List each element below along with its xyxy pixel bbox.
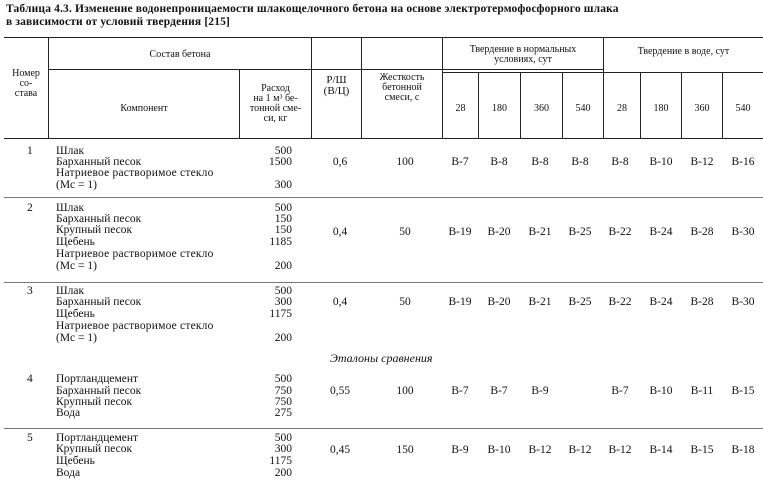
section-label-reference: Эталоны сравнения (330, 351, 433, 365)
stiffness-value: 100 (396, 385, 414, 397)
grade-value: В-7 (611, 385, 629, 397)
component-name: Крупный песок (56, 396, 133, 408)
component-amount: 500 (274, 373, 292, 385)
grade-value: В-7 (490, 385, 508, 397)
row-separator-2 (4, 282, 763, 283)
grade-value: В-28 (690, 226, 714, 238)
header-composition: Состав бетона (149, 49, 211, 60)
caption-line-2: в зависимости от условий твердения [215] (6, 16, 230, 28)
header-ratio: Р/Ш (В/Ц) (323, 74, 350, 97)
grade-value: В-12 (568, 444, 592, 456)
component-name: Вода (56, 407, 81, 419)
component-amount: 300 (274, 443, 292, 455)
grade-value: В-10 (649, 385, 673, 397)
stiffness-value: 150 (396, 444, 414, 456)
component-amount: 200 (274, 260, 292, 272)
grade-value: В-19 (448, 296, 472, 308)
grade-value: В-8 (611, 156, 629, 168)
ratio-value: 0,45 (329, 444, 351, 456)
component-name: (Mс = 1) (56, 260, 97, 272)
grade-value: В-19 (448, 226, 472, 238)
component-amount: 200 (274, 332, 292, 344)
header-day: 540 (575, 103, 591, 114)
header-normal-curing: Твердение в нормальных условиях, сут (469, 44, 577, 65)
header-day: 360 (694, 103, 710, 114)
grade-value: В-10 (487, 444, 511, 456)
table-caption (6, 3, 756, 29)
header-stiffness: Жесткость бетонной смеси, с (379, 72, 425, 103)
caption-line-1: Таблица 4.3. Изменение водонепроницаемости шлакощелочного бетона на основе электротермофосфорного шлака (6, 3, 619, 15)
header-day: 360 (534, 103, 549, 114)
grade-value: В-11 (690, 385, 714, 397)
grade-value: В-9 (451, 444, 469, 456)
component-name: Натриевое растворимое стекло (56, 320, 214, 332)
grade-value: В-25 (568, 296, 592, 308)
grade-value: В-8 (490, 156, 508, 168)
component-name: Шлак (56, 202, 85, 214)
grade-value: В-21 (528, 296, 552, 308)
component-name: Портландцемент (56, 432, 139, 444)
stiffness-value: 100 (396, 156, 414, 168)
row-num: 2 (27, 202, 33, 214)
component-amount: 300 (274, 296, 292, 308)
row-num: 5 (27, 432, 33, 444)
grade-value: В-12 (608, 444, 632, 456)
grade-value: В-25 (568, 226, 592, 238)
header-day: 28 (455, 103, 466, 114)
component-name: Шлак (56, 145, 85, 157)
component-amount: 750 (274, 396, 292, 408)
component-amount: 500 (274, 145, 292, 157)
grade-value: В-24 (649, 226, 673, 238)
ratio-value: 0,4 (332, 296, 348, 308)
grade-value: В-8 (571, 156, 589, 168)
grade-value: В-28 (690, 296, 714, 308)
ratio-value: 0,55 (329, 385, 351, 397)
grade-value: В-15 (690, 444, 714, 456)
component-amount: 500 (274, 285, 292, 297)
component-name: (Mс = 1) (56, 332, 97, 344)
component-name: Натриевое растворимое стекло (56, 167, 214, 179)
component-name: Барханный песок (56, 385, 142, 397)
component-amount: 275 (274, 407, 292, 419)
component-name: Щебень (56, 455, 95, 467)
component-name: Крупный песок (56, 224, 133, 236)
grade-value: В-12 (690, 156, 714, 168)
component-name: Вода (56, 467, 81, 479)
component-name: Шлак (56, 285, 85, 297)
component-amount: 200 (274, 467, 292, 479)
header-day: 180 (653, 103, 669, 114)
component-name: Щебень (56, 236, 95, 248)
component-amount: 150 (274, 213, 292, 225)
component-amount: 300 (274, 179, 292, 191)
row-separator-4 (4, 428, 763, 429)
header-num: Номер со- става (12, 68, 40, 99)
row-num: 1 (27, 145, 33, 157)
header-day: 540 (735, 103, 751, 114)
header-day: 180 (492, 103, 507, 114)
grade-value: В-30 (731, 226, 755, 238)
component-amount: 1500 (269, 156, 292, 168)
component-name: Натриевое растворимое стекло (56, 248, 214, 260)
component-amount: 500 (274, 432, 292, 444)
row-num: 3 (27, 285, 33, 297)
ratio-value: 0,4 (332, 226, 348, 238)
header-day: 28 (617, 103, 627, 114)
grade-value: В-20 (487, 296, 511, 308)
grade-value: В-30 (731, 296, 755, 308)
stiffness-value: 50 (399, 296, 411, 308)
grade-value: В-12 (528, 444, 552, 456)
row-separator-1 (4, 197, 763, 198)
grade-value: В-7 (451, 385, 469, 397)
grade-value: В-22 (608, 296, 632, 308)
component-amount: 150 (274, 224, 292, 236)
table-top-rule (4, 37, 763, 38)
component-name: (Mс = 1) (56, 179, 97, 191)
component-name: Барханный песок (56, 296, 142, 308)
component-name: Барханный песок (56, 156, 142, 168)
grade-value: В-10 (649, 156, 673, 168)
grade-value: В-7 (451, 156, 469, 168)
header-mid-rule-left (49, 69, 603, 70)
grade-value: В-9 (531, 385, 549, 397)
component-amount: 500 (274, 202, 292, 214)
grade-value: В-20 (487, 226, 511, 238)
grade-value: В-21 (528, 226, 552, 238)
header-consumption: Расход на 1 м³ бе- тонной сме- си, кг (249, 83, 302, 124)
component-amount: 1175 (269, 308, 292, 320)
ratio-value: 0,6 (332, 156, 348, 168)
grade-value: В-14 (649, 444, 673, 456)
grade-value: В-18 (731, 444, 755, 456)
grade-value: В-8 (531, 156, 549, 168)
grade-value: В-16 (731, 156, 755, 168)
component-name: Портландцемент (56, 373, 139, 385)
grade-value: В-22 (608, 226, 632, 238)
component-amount: 750 (274, 385, 292, 397)
row-num: 4 (27, 373, 33, 385)
component-name: Щебень (56, 308, 95, 320)
header-bottom-rule (4, 138, 763, 139)
component-amount: 1175 (269, 455, 292, 467)
stiffness-value: 50 (399, 226, 411, 238)
component-amount: 1185 (269, 236, 292, 248)
component-name: Крупный песок (56, 443, 133, 455)
header-water-curing: Твердение в воде, сут (637, 46, 730, 57)
component-name: Барханный песок (56, 213, 142, 225)
grade-value: В-15 (731, 385, 755, 397)
grade-value: В-24 (649, 296, 673, 308)
header-component: Компонент (120, 103, 168, 114)
